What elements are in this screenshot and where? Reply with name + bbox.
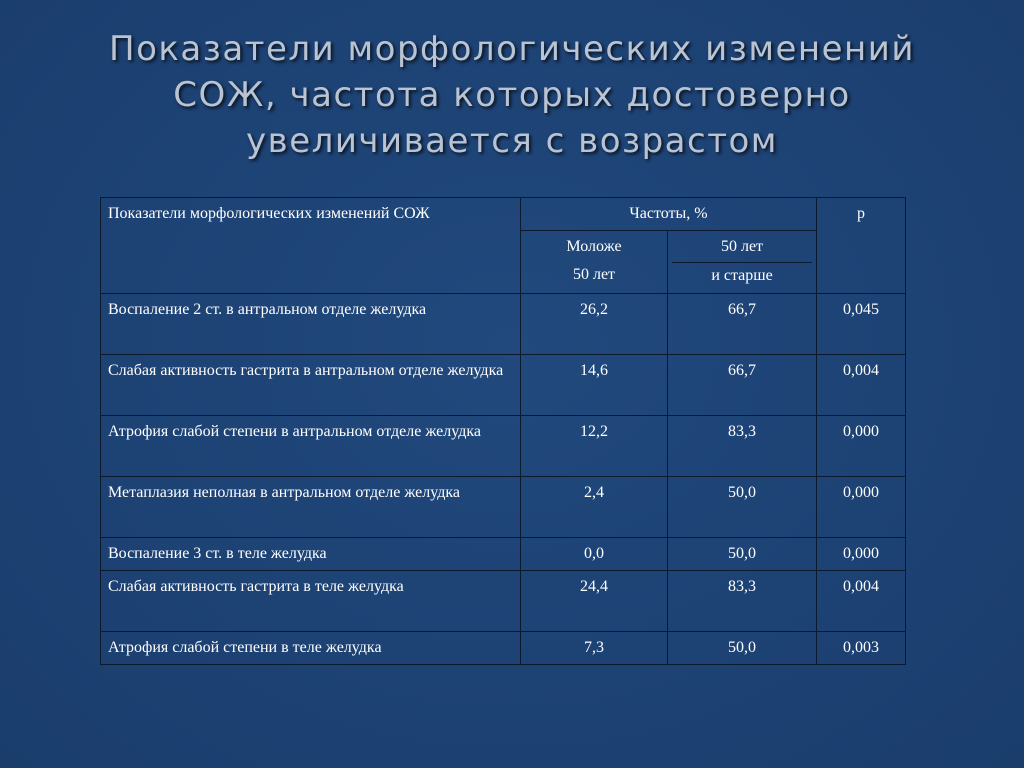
cell-p: 0,003 [817, 632, 906, 665]
table-row [101, 416, 906, 477]
cell-older: 50,0 [668, 632, 817, 665]
cell-older: 50,0 [668, 477, 817, 538]
cell-older: 83,3 [668, 416, 817, 477]
cell-younger: 12,2 [521, 416, 668, 477]
header-younger-line2: 50 лет [572, 266, 616, 283]
header-parameter: Показатели морфологических изменений СОЖ [101, 198, 521, 294]
morphology-frequency-table [100, 197, 906, 665]
table-row [101, 571, 906, 632]
cell-younger: 14,6 [521, 355, 668, 416]
title-line-1: Показатели морфологических изменений [109, 29, 915, 69]
cell-parameter: Атрофия слабой степени в теле желудка [101, 632, 521, 665]
table-row [101, 355, 906, 416]
header-older-line1: 50 лет [672, 235, 812, 263]
table-header-row [101, 198, 906, 231]
cell-younger: 7,3 [521, 632, 668, 665]
cell-p: 0,000 [817, 538, 906, 571]
header-younger-line1: Моложе [566, 238, 622, 255]
header-older-line2: и старше [711, 267, 773, 284]
cell-parameter: Воспаление 2 ст. в антральном отделе желудка [101, 294, 521, 355]
cell-younger: 2,4 [521, 477, 668, 538]
cell-older: 66,7 [668, 355, 817, 416]
cell-p: 0,000 [817, 477, 906, 538]
table-row [101, 538, 906, 571]
table-row [101, 294, 906, 355]
cell-p: 0,004 [817, 355, 906, 416]
cell-parameter: Воспаление 3 ст. в теле желудка [101, 538, 521, 571]
header-p-value: р [817, 198, 906, 294]
cell-younger: 26,2 [521, 294, 668, 355]
cell-parameter: Метаплазия неполная в антральном отделе желудка [101, 477, 521, 538]
cell-p: 0,004 [817, 571, 906, 632]
cell-younger: 24,4 [521, 571, 668, 632]
cell-parameter: Слабая активность гастрита в теле желудка [101, 571, 521, 632]
cell-parameter: Слабая активность гастрита в антральном отделе желудка [101, 355, 521, 416]
header-50-and-older [668, 231, 817, 294]
header-younger-50 [521, 231, 668, 294]
title-line-2: СОЖ, частота которых достоверно [173, 75, 851, 115]
cell-older: 83,3 [668, 571, 817, 632]
cell-older: 66,7 [668, 294, 817, 355]
table-row [101, 477, 906, 538]
cell-younger: 0,0 [521, 538, 668, 571]
cell-p: 0,045 [817, 294, 906, 355]
cell-p: 0,000 [817, 416, 906, 477]
cell-parameter: Атрофия слабой степени в антральном отделе желудка [101, 416, 521, 477]
header-frequency: Частоты, % [521, 198, 817, 231]
cell-older: 50,0 [668, 538, 817, 571]
title-line-3: увеличивается с возрастом [246, 121, 778, 161]
table-row [101, 632, 906, 665]
slide-title [60, 26, 964, 164]
